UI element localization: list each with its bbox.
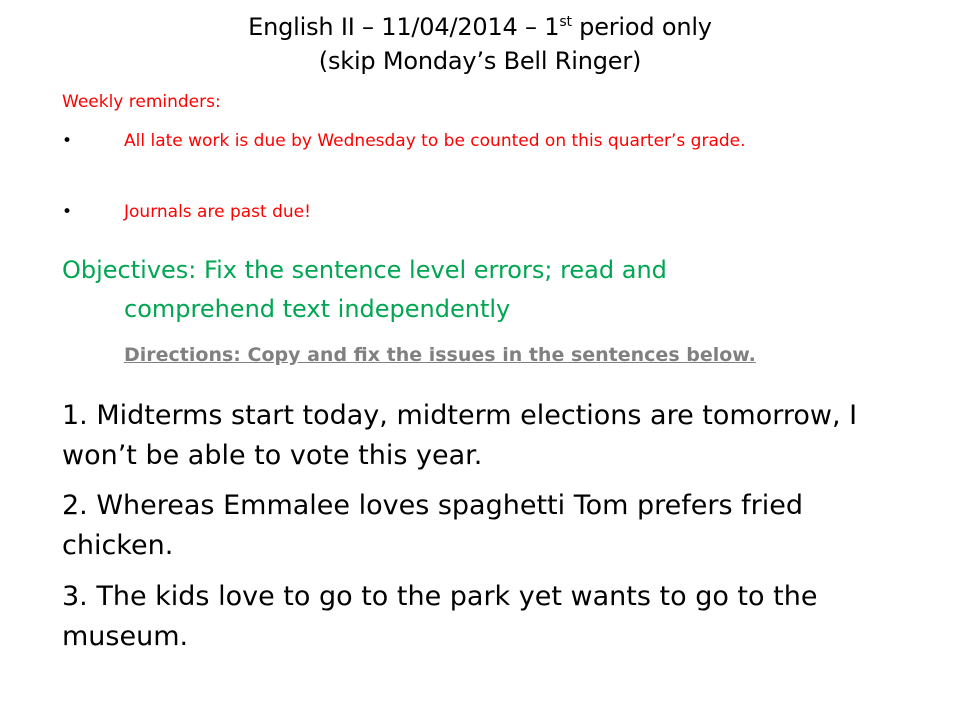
bullet-icon: •: [62, 202, 73, 222]
reminder-item-journals: [62, 198, 882, 228]
reminder-item-late-work: [62, 127, 882, 187]
directions: Directions: Copy and fix the issues in the sentences below.: [124, 344, 756, 366]
bullet-icon: •: [62, 131, 73, 151]
title-line-2: (skip Monday’s Bell Ringer): [318, 47, 642, 75]
sentence-1: 1. Midterms start today, midterm elections are tomorrow, I won’t be able to vote this year.: [62, 400, 858, 471]
title-superscript: st: [559, 14, 572, 30]
title-date-text: English II – 11/04/2014 – 1: [248, 13, 560, 41]
reminder-text: All late work is due by Wednesday to be counted on this quarter’s grade.: [124, 131, 746, 151]
objectives: [62, 251, 822, 329]
weekly-reminders-heading: Weekly reminders:: [62, 92, 221, 112]
objectives-line-1: Objectives: Fix the sentence level errors; read and: [62, 256, 667, 284]
sentence-2: 2. Whereas Emmalee loves spaghetti Tom prefers fried chicken.: [62, 490, 804, 561]
slide-title: [0, 10, 960, 78]
title-line-1: [0, 10, 960, 44]
sentence-3: 3. The kids love to go to the park yet wants to go to the museum.: [62, 581, 818, 652]
objectives-line-2: comprehend text independently: [124, 295, 511, 323]
title-period-text: period only: [571, 13, 712, 41]
reminder-text: Journals are past due!: [124, 202, 311, 222]
